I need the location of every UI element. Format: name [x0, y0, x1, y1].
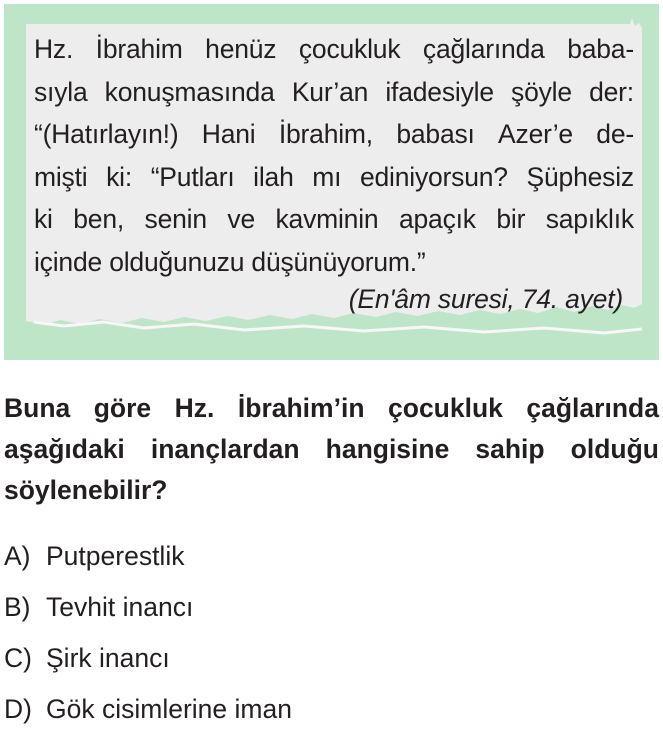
option-text: Şirk inancı [46, 643, 170, 673]
question-word: Hz. [174, 393, 215, 423]
quote-word: henüz [205, 34, 277, 64]
question-line [4, 429, 659, 470]
question-word: aşağıdaki [4, 434, 125, 464]
quote-word: Azer’e [498, 119, 573, 149]
quote-word: mı [312, 161, 342, 192]
quote-text [34, 28, 634, 283]
quote-line [34, 198, 634, 241]
answer-options [4, 535, 292, 739]
question-word: söylenebilir? [4, 475, 168, 505]
question-word: olduğu [570, 434, 659, 464]
quote-word: ilah [253, 161, 294, 192]
quote-word: ben, [73, 204, 125, 234]
option-text: Gök cisimlerine iman [46, 694, 292, 724]
option-letter: A) [4, 541, 31, 571]
question-word: Buna [4, 393, 71, 423]
quote-box [4, 4, 659, 360]
quote-word: ediniyorsun? [359, 161, 508, 192]
quote-word: ki: [106, 161, 133, 192]
quote-line [34, 156, 634, 199]
quote-line [34, 241, 634, 284]
question-word: İbrahim’in [237, 393, 365, 423]
quote-word: ve [227, 204, 255, 234]
question-word: hangisine [325, 434, 450, 464]
quote-line [34, 28, 634, 71]
quote-word: sıyla [34, 76, 88, 107]
question-word: çocukluk [388, 393, 503, 423]
quote-word: “Putları [150, 161, 235, 192]
quote-word: konuşmasında [104, 76, 275, 107]
quote-word: baba- [567, 34, 634, 64]
quote-word: apaçık [398, 204, 476, 234]
quote-word: de- [596, 119, 634, 149]
option-letter: C) [4, 643, 32, 673]
option-letter: D) [4, 694, 32, 724]
quote-word: İbrahim, [278, 119, 373, 149]
quote-word: İbrahim [95, 34, 183, 64]
quote-source: (En'âm suresi, 74. ayet) [348, 284, 623, 314]
question-word: inançlardan [150, 434, 300, 464]
question-word: göre [93, 393, 152, 423]
option-d[interactable] [4, 688, 292, 739]
quote-word: çocukluk [298, 34, 401, 64]
option-text: Tevhit inancı [46, 592, 194, 622]
option-c[interactable] [4, 637, 292, 688]
question-line [4, 388, 659, 429]
quote-word: Hz. [34, 34, 74, 64]
quote-word: Kur’an [291, 76, 369, 107]
question-word: sahip [475, 434, 545, 464]
question-word: çağlarında [526, 393, 659, 423]
quote-word: Hani [201, 119, 256, 149]
quote-word: şöyle [511, 76, 572, 107]
quote-word: kavminin [275, 204, 379, 234]
quote-word: “(Hatırlayın!) [34, 119, 179, 149]
quote-word: içinde olduğunuzu düşünüyorum.” [34, 246, 426, 277]
option-a[interactable] [4, 535, 292, 586]
quote-word: senin [144, 204, 207, 234]
quote-word: sapıklık [545, 204, 634, 234]
quote-word: çağlarında [422, 34, 545, 64]
quote-line [34, 113, 634, 156]
option-b[interactable] [4, 586, 292, 637]
quote-word: mişti [34, 161, 88, 192]
question-text [4, 388, 659, 511]
option-text: Putperestlik [46, 541, 185, 571]
question-line [4, 470, 659, 511]
quote-word: Şüphesiz [526, 161, 634, 192]
quote-line [34, 71, 634, 114]
quote-word: der: [589, 76, 634, 107]
quote-word: bir [496, 204, 526, 234]
quote-word: babası [396, 119, 475, 149]
quote-word: ki [34, 204, 53, 234]
quote-word: ifadesiyle [385, 76, 494, 107]
option-letter: B) [4, 592, 31, 622]
